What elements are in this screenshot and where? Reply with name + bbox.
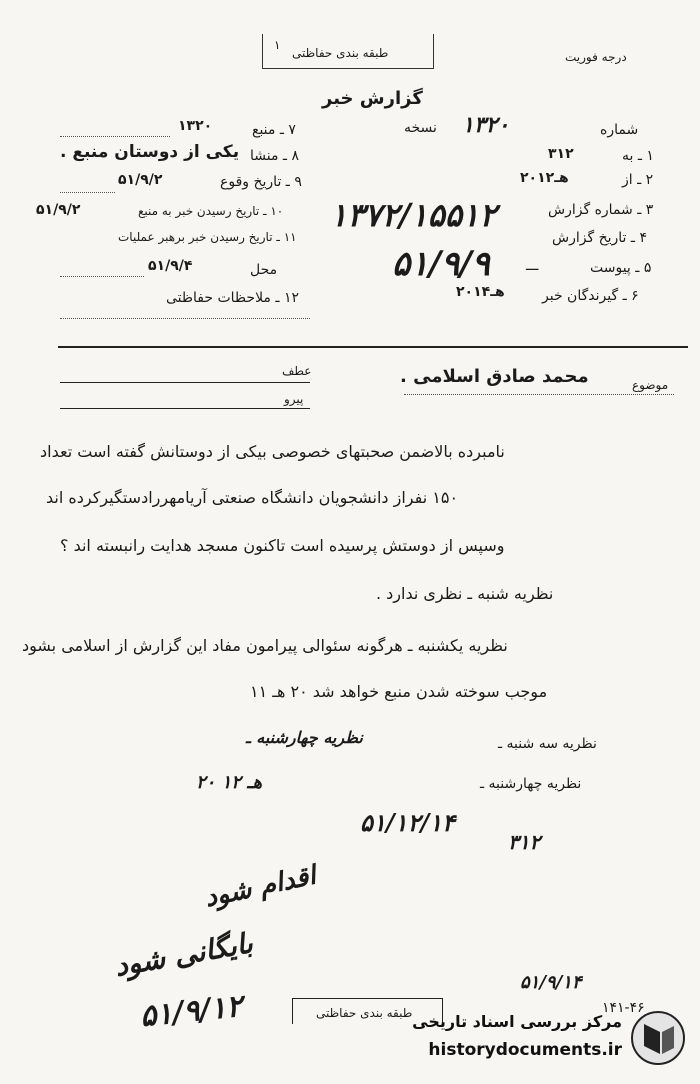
urgency-label: درجه فوریت	[565, 50, 627, 64]
nazar-wednesday-hand: ۲۰ هـ ۱۲	[196, 772, 262, 793]
field-source-value: ۱۳۲۰	[178, 118, 213, 134]
handwritten-report-number: ۱۳۷۲/۱۵۵۱۲	[330, 196, 497, 234]
bottom-right-date: ۵۱/۹/۱۴	[520, 972, 582, 993]
atf-label: عطف	[282, 364, 312, 378]
body-line-2: ۱۵۰ نفراز دانشجویان دانشگاه صنعتی آریامهررادستگیرکرده اند	[46, 488, 459, 507]
field-origin-label: ۸ ـ منشا	[250, 148, 300, 164]
handwritten-number-top: ۱۳۲۰	[462, 112, 510, 138]
dotted-line	[60, 318, 310, 319]
annotation-note-2: بایگانی شود	[112, 926, 256, 983]
nazar-sunday-line-1: نظریه یکشنبه ـ هرگونه سئوالی پیرامون مفاد این گزارش از اسلامی بشود	[22, 636, 508, 655]
field-attachment-label: ۵ ـ پیوست	[590, 260, 652, 276]
dotted-line	[60, 192, 115, 193]
subject-label: موضوع	[632, 378, 669, 392]
doc-title: گزارش خبر	[322, 88, 423, 109]
body-line-3: وسپس از دوستش پرسیده است تاکنون مسجد هدایت رانبسته اند ؟	[60, 536, 505, 555]
field-origin-value: یکی از دوستان منبع .	[60, 142, 240, 162]
field-reached-source-label: ۱۰ ـ تاریخ رسیدن خبر به منبع	[138, 204, 284, 218]
handwritten-report-date: ۵۱/۹/۹	[392, 244, 490, 284]
field-source-label: ۷ ـ منبع	[252, 122, 296, 138]
annotation-note-1: اقدام شود	[202, 860, 319, 914]
dotted-line	[60, 136, 170, 137]
top-classification-label: طبقه بندی حفاظتی	[292, 46, 389, 60]
footer-classification-top-line	[292, 998, 442, 999]
nazar-wednesday-label: نظریه چهارشنبه ـ	[480, 776, 582, 792]
handwritten-date-line: ۵۱/۱۲/۱۴	[360, 808, 455, 837]
field-reached-operations-label: ۱۱ ـ تاریخ رسیدن خبر برهبر عملیات	[118, 230, 297, 244]
copy-label: نسخه	[404, 120, 437, 136]
body-line-4: نظریه شنبه ـ نظری ندارد .	[376, 584, 554, 603]
peyro-divider	[60, 408, 310, 409]
field-occurrence-date-value: ۵۱/۹/۲	[118, 172, 163, 188]
footer-classification-left-line	[292, 998, 293, 1024]
field-from-value: ۲۰هـ۱۲	[520, 170, 569, 186]
field-reached-source-value: ۵۱/۹/۲	[36, 202, 81, 218]
field-report-date-label: ۴ ـ تاریخ گزارش	[552, 230, 647, 246]
top-mark: ۱	[274, 38, 281, 52]
watermark-logo-icon	[630, 1010, 686, 1066]
peyro-label: پیرو	[284, 392, 304, 406]
field-from-label: ۲ ـ از	[622, 172, 654, 188]
subject-value: محمد صادق اسلامی .	[400, 366, 589, 387]
watermark	[390, 1010, 686, 1066]
header-divider	[58, 346, 688, 348]
dotted-line	[60, 276, 144, 277]
field-occurrence-date-label: ۹ ـ تاریخ وقوع	[220, 174, 302, 190]
nazar-sunday-line-2: موجب سوخته شدن منبع خواهد شد ۲۰ هـ ۱۱	[250, 682, 548, 701]
field-to-label: ۱ ـ به	[622, 148, 654, 164]
atf-divider	[60, 382, 310, 383]
field-security-notes-label: ۱۲ ـ ملاحظات حفاظتی	[166, 290, 299, 306]
field-recipients-value: ۲۰هـ۱۴	[456, 284, 505, 300]
nazar-tuesday-hand: نظریه چهارشنبه ـ	[246, 728, 363, 747]
field-number-label: شماره	[600, 122, 639, 138]
field-to-value: ۳۱۲	[548, 146, 574, 162]
body-line-1: نامبرده بالاضمن صحبتهای خصوصی بیکی از دوستانش گفته است تعداد	[40, 442, 505, 461]
field-place-label: محل	[250, 262, 278, 278]
bottom-right-number: ۱۴۱-۴۶	[602, 1000, 645, 1016]
watermark-url: historydocuments.ir	[428, 1040, 622, 1060]
field-place-value: ۵۱/۹/۴	[148, 258, 193, 274]
annotation-note-3: ۵۱/۹/۱۲	[138, 988, 245, 1035]
footer-classification-label: طبقه بندی حفاظتی	[316, 1006, 413, 1020]
watermark-title: مرکز بررسی اسناد تاریخی	[412, 1012, 622, 1031]
field-report-number-label: ۳ ـ شماره گزارش	[548, 202, 654, 218]
field-recipients-label: ۶ ـ گیرندگان خبر	[542, 288, 639, 304]
field-attachment-value: ـــ	[526, 258, 539, 274]
handwritten-sig-number: ۳۱۲	[508, 830, 541, 854]
subject-underline	[404, 394, 674, 395]
nazar-tuesday-label: نظریه سه شنبه ـ	[498, 736, 597, 752]
